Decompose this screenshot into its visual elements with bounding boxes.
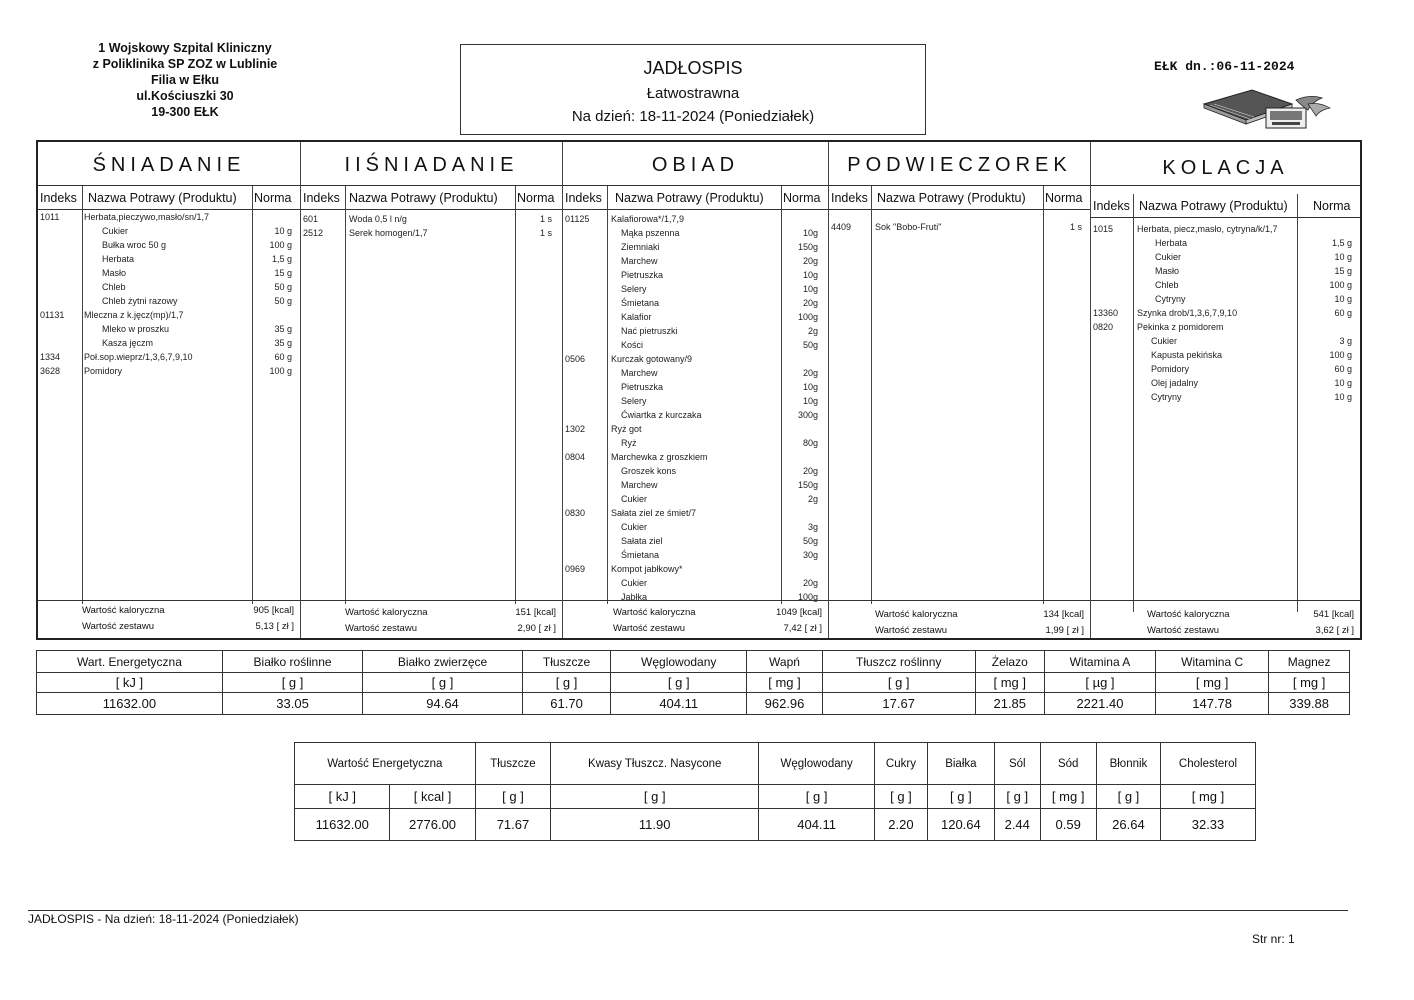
nutrient-value: 2.44 [994,809,1040,841]
kcal-value: 134 [kcal] [1043,609,1084,620]
hospital-line: 19-300 EŁK [151,105,219,119]
meal-row: 1334 Poł.sop.wieprz/1,3,6,7,9,10 60 g [40,352,292,362]
nutrient-header: Tłuszcze [522,651,610,673]
meal-row: Cukier 3 g [1151,336,1352,346]
meal-title: PODWIECZOREK [829,142,1090,186]
meal-row: 601 Woda 0,5 l n/g 1 s [303,214,552,224]
header-name: Nazwa Potrawy (Produktu) [1139,199,1288,213]
meal-row: 4409 Sok "Bobo-Fruti" 1 s [831,222,1082,232]
meal-row: Marchew 20g [621,256,818,266]
header-index: Indeks [303,191,340,205]
nutrient-header: Żelazo [975,651,1044,673]
cost-value: 5,13 [ zł ] [255,621,294,632]
nutrients-header-row [37,651,1350,673]
meal-lunch [563,142,829,638]
meal-row: Selery 10g [621,284,818,294]
meal-column-header [1091,194,1360,218]
meal-row: Pomidory 60 g [1151,364,1352,374]
meal-row: Mąka pszenna 10g [621,228,818,238]
meal-column-header [38,186,300,210]
meal-row: Groszek kons 20g [621,466,818,476]
meal-afternoon-snack [829,142,1091,638]
meal-row: Marchew 150g [621,480,818,490]
header-index: Indeks [831,191,868,205]
cost-label: Wartość zestawu [1147,625,1219,636]
nutrient-value: 11.90 [551,809,759,841]
nutrient-header: Witamina C [1155,651,1268,673]
nutrient-value: 120.64 [927,809,994,841]
nutrient-value: 71.67 [475,809,551,841]
nutrient-unit: [ g ] [994,785,1040,809]
cost-label: Wartość zestawu [875,625,947,636]
meal-row: Sałata ziel 50g [621,536,818,546]
meal-second-breakfast [301,142,563,638]
meal-row: 0820 Pekinka z pomidorem [1093,322,1224,332]
meal-breakfast [38,142,301,638]
meal-row: Chleb 100 g [1155,280,1352,290]
nutrient-unit: [ mg ] [1040,785,1096,809]
nutrient-value: 404.11 [759,809,875,841]
nutrient-value: 2776.00 [390,809,475,841]
nutrient-value: 11632.00 [295,809,390,841]
footer-divider [28,910,1348,911]
meal-items [301,210,562,600]
nutrient-header: Białko roślinne [222,651,362,673]
nutrient-unit: [ g ] [522,673,610,693]
meal-column-header [301,186,562,210]
nutrient-unit: [ mg ] [747,673,823,693]
meal-row: Ćwiartka z kurczaka 300g [621,410,818,420]
meal-title: KOLACJA [1091,142,1360,186]
kcal-label: Wartość kaloryczna [613,607,696,618]
nutrients-value-row [295,809,1256,841]
cost-value: 3,62 [ zł ] [1315,625,1354,636]
meal-row: Kapusta pekińska 100 g [1151,350,1352,360]
meal-row: Nać pietruszki 2g [621,326,818,336]
meal-row: 2512 Serek homogen/1,7 1 s [303,228,552,238]
nutrient-header: Białko zwierzęce [363,651,523,673]
header-name: Nazwa Potrawy (Produktu) [615,191,764,205]
kcal-label: Wartość kaloryczna [82,605,165,616]
meal-row: 0804 Marchewka z groszkiem [565,452,708,462]
meal-row: Kasza jęczm 35 g [102,338,292,348]
hospital-line: 1 Wojskowy Szpital Kliniczny [98,41,272,55]
header-norm: Norma [783,191,821,205]
meal-row: Pietruszka 10g [621,382,818,392]
nutrient-value: 147.78 [1155,693,1268,715]
meal-row: Chleb żytni razowy 50 g [102,296,292,306]
meal-row: Kalafior 100g [621,312,818,322]
meal-row: Śmietana 20g [621,298,818,308]
meal-row: 0830 Sałata ziel ze śmiet/7 [565,508,697,518]
nutrients-table-label [294,742,1256,841]
meal-title: OBIAD [563,142,828,186]
meal-summary [829,600,1090,638]
header-name: Nazwa Potrawy (Produktu) [877,191,1026,205]
meal-row: Olej jadalny 10 g [1151,378,1352,388]
header-index: Indeks [40,191,77,205]
issue-date [1154,59,1294,74]
nutrient-unit: [ g ] [875,785,928,809]
nutrient-header: Białka [927,743,994,785]
meal-row: Jabłka 100g [621,592,818,602]
kcal-value: 151 [kcal] [515,607,556,618]
meal-summary [1091,600,1360,638]
laptop-book-logo [1200,82,1340,134]
issue-date-value: 06-11-2024 [1216,59,1295,74]
cost-value: 1,99 [ zł ] [1045,625,1084,636]
nutrient-unit: [ g ] [1096,785,1160,809]
header-norm: Norma [1313,199,1351,213]
meal-items [563,210,828,600]
header-name: Nazwa Potrawy (Produktu) [88,191,237,205]
issue-date-label: EŁK dn.: [1154,59,1217,74]
nutrient-header: Magnez [1269,651,1350,673]
meal-row: Cukier 10 g [1155,252,1352,262]
meal-row: Cukier 10 g [102,226,292,236]
meal-row: Cukier 3g [621,522,818,532]
meal-row: 3628 Pomidory 100 g [40,366,292,376]
cost-label: Wartość zestawu [613,623,685,634]
nutrient-header: Kwasy Tłuszcz. Nasycone [551,743,759,785]
meal-row: 1302 Ryż got [565,424,642,434]
meal-summary [38,600,300,638]
meal-items [38,210,300,600]
nutrient-value: 94.64 [363,693,523,715]
meal-row: 01125 Kalafiorowa*/1,7,9 [565,214,685,224]
nutrient-value: 26.64 [1096,809,1160,841]
meal-row: Cytryny 10 g [1151,392,1352,402]
cost-value: 7,42 [ zł ] [783,623,822,634]
header-index: Indeks [565,191,602,205]
nutrient-header: Tłuszcz roślinny [822,651,975,673]
kcal-value: 1049 [kcal] [776,607,822,618]
meal-row: Bułka wroc 50 g 100 g [102,240,292,250]
nutrient-value: 404.11 [611,693,747,715]
nutrients-value-row [37,693,1350,715]
cost-label: Wartość zestawu [345,623,417,634]
header-index: Indeks [1093,199,1130,213]
nutrient-unit: [ g ] [551,785,759,809]
header-norm: Norma [254,191,292,205]
kcal-label: Wartość kaloryczna [1147,609,1230,620]
title-box [460,44,926,135]
nutrient-unit: [ mg ] [1155,673,1268,693]
meal-summary [563,600,828,638]
header-norm: Norma [1045,191,1083,205]
nutrient-header: Wart. Energetyczna [37,651,223,673]
meal-column-header [563,186,828,210]
meal-row: Cytryny 10 g [1155,294,1352,304]
nutrient-header: Cholesterol [1161,743,1256,785]
nutrient-value: 11632.00 [37,693,223,715]
meal-title: IIŚNIADANIE [301,142,562,186]
hospital-line: ul.Kościuszki 30 [136,89,234,103]
nutrient-unit: [ kcal ] [390,785,475,809]
meal-row: Masło 15 g [102,268,292,278]
nutrient-header: Sól [994,743,1040,785]
document-title: JADŁOSPIS [643,58,743,78]
nutrient-value: 2.20 [875,809,928,841]
meal-row: Herbata 1,5 g [102,254,292,264]
meal-row: Cukier 2g [621,494,818,504]
meal-row: Pietruszka 10g [621,270,818,280]
meal-row: 01131 Mleczna z k.jęcz(mp)/1,7 [40,310,184,320]
nutrient-header: Tłuszcze [475,743,551,785]
nutrient-header: Cukry [875,743,928,785]
meal-row: Selery 10g [621,396,818,406]
header-norm: Norma [517,191,555,205]
nutrient-unit: [ mg ] [1161,785,1256,809]
nutrient-value: 33.05 [222,693,362,715]
nutrients-unit-row [37,673,1350,693]
meal-row: Chleb 50 g [102,282,292,292]
meal-dinner [1091,142,1360,638]
nutrient-value: 61.70 [522,693,610,715]
nutrient-unit: [ kJ ] [295,785,390,809]
nutrients-table-daily [36,650,1350,715]
nutrient-value: 962.96 [747,693,823,715]
nutrient-unit: [ g ] [927,785,994,809]
nutrient-header: Witamina A [1044,651,1155,673]
nutrient-header: Węglowodany [611,651,747,673]
hospital-line: z Poliklinika SP ZOZ w Lublinie [92,57,278,71]
meal-row: Ziemniaki 150g [621,242,818,252]
meal-row: 1015 Herbata, piecz,masło, cytryna/k/1,7 [1093,224,1278,234]
kcal-label: Wartość kaloryczna [345,607,428,618]
meal-row: Kości 50g [621,340,818,350]
nutrient-header: Węglowodany [759,743,875,785]
meal-row: 0969 Kompot jabłkowy* [565,564,683,574]
diet-type: Łatwostrawna [646,85,740,102]
meal-row: Masło 15 g [1155,266,1352,276]
header-name: Nazwa Potrawy (Produktu) [349,191,498,205]
nutrient-header: Wartość Energetyczna [295,743,476,785]
meal-items [829,210,1090,600]
nutrient-value: 21.85 [975,693,1044,715]
meal-items [1091,222,1360,600]
nutrient-value: 17.67 [822,693,975,715]
nutrient-unit: [ g ] [363,673,523,693]
nutrient-unit: [ kJ ] [37,673,223,693]
nutrient-value: 2221.40 [1044,693,1155,715]
meal-row: 1011 Herbata,pieczywo,masło/sn/1,7 [40,212,210,222]
meal-table [36,140,1362,640]
nutrient-unit: [ g ] [759,785,875,809]
nutrient-unit: [ g ] [611,673,747,693]
nutrient-header: Sód [1040,743,1096,785]
nutrients-unit-row [295,785,1256,809]
meal-row: Herbata 1,5 g [1155,238,1352,248]
page-number: Str nr: 1 [1252,932,1295,946]
nutrient-unit: [ µg ] [1044,673,1155,693]
meal-title: ŚNIADANIE [38,142,300,186]
nutrient-value: 0.59 [1040,809,1096,841]
meal-row: Ryż 80g [621,438,818,448]
hospital-address [80,40,290,120]
meal-row: Cukier 20g [621,578,818,588]
kcal-value: 905 [kcal] [253,605,294,616]
kcal-label: Wartość kaloryczna [875,609,958,620]
meal-row: 13360 Szynka drob/1,3,6,7,9,10 60 g [1093,308,1352,318]
meal-column-header [829,186,1090,210]
nutrients-header-row [295,743,1256,785]
meal-row: Mleko w proszku 35 g [102,324,292,334]
kcal-value: 541 [kcal] [1313,609,1354,620]
meal-summary [301,600,562,638]
footer-text: JADŁOSPIS - Na dzień: 18-11-2024 (Poniedziałek) [28,912,299,926]
nutrient-unit: [ g ] [222,673,362,693]
hospital-line: Filia w Ełku [150,73,220,87]
menu-date: Na dzień: 18-11-2024 (Poniedziałek) [571,108,815,125]
meal-row: 0506 Kurczak gotowany/9 [565,354,693,364]
nutrient-unit: [ mg ] [975,673,1044,693]
nutrient-unit: [ mg ] [1269,673,1350,693]
cost-label: Wartość zestawu [82,621,154,632]
meal-row: Marchew 20g [621,368,818,378]
nutrient-header: Wapń [747,651,823,673]
nutrient-header: Błonnik [1096,743,1160,785]
nutrient-value: 32.33 [1161,809,1256,841]
meal-row: Śmietana 30g [621,550,818,560]
nutrient-unit: [ g ] [822,673,975,693]
nutrient-unit: [ g ] [475,785,551,809]
nutrient-value: 339.88 [1269,693,1350,715]
cost-value: 2,90 [ zł ] [517,623,556,634]
